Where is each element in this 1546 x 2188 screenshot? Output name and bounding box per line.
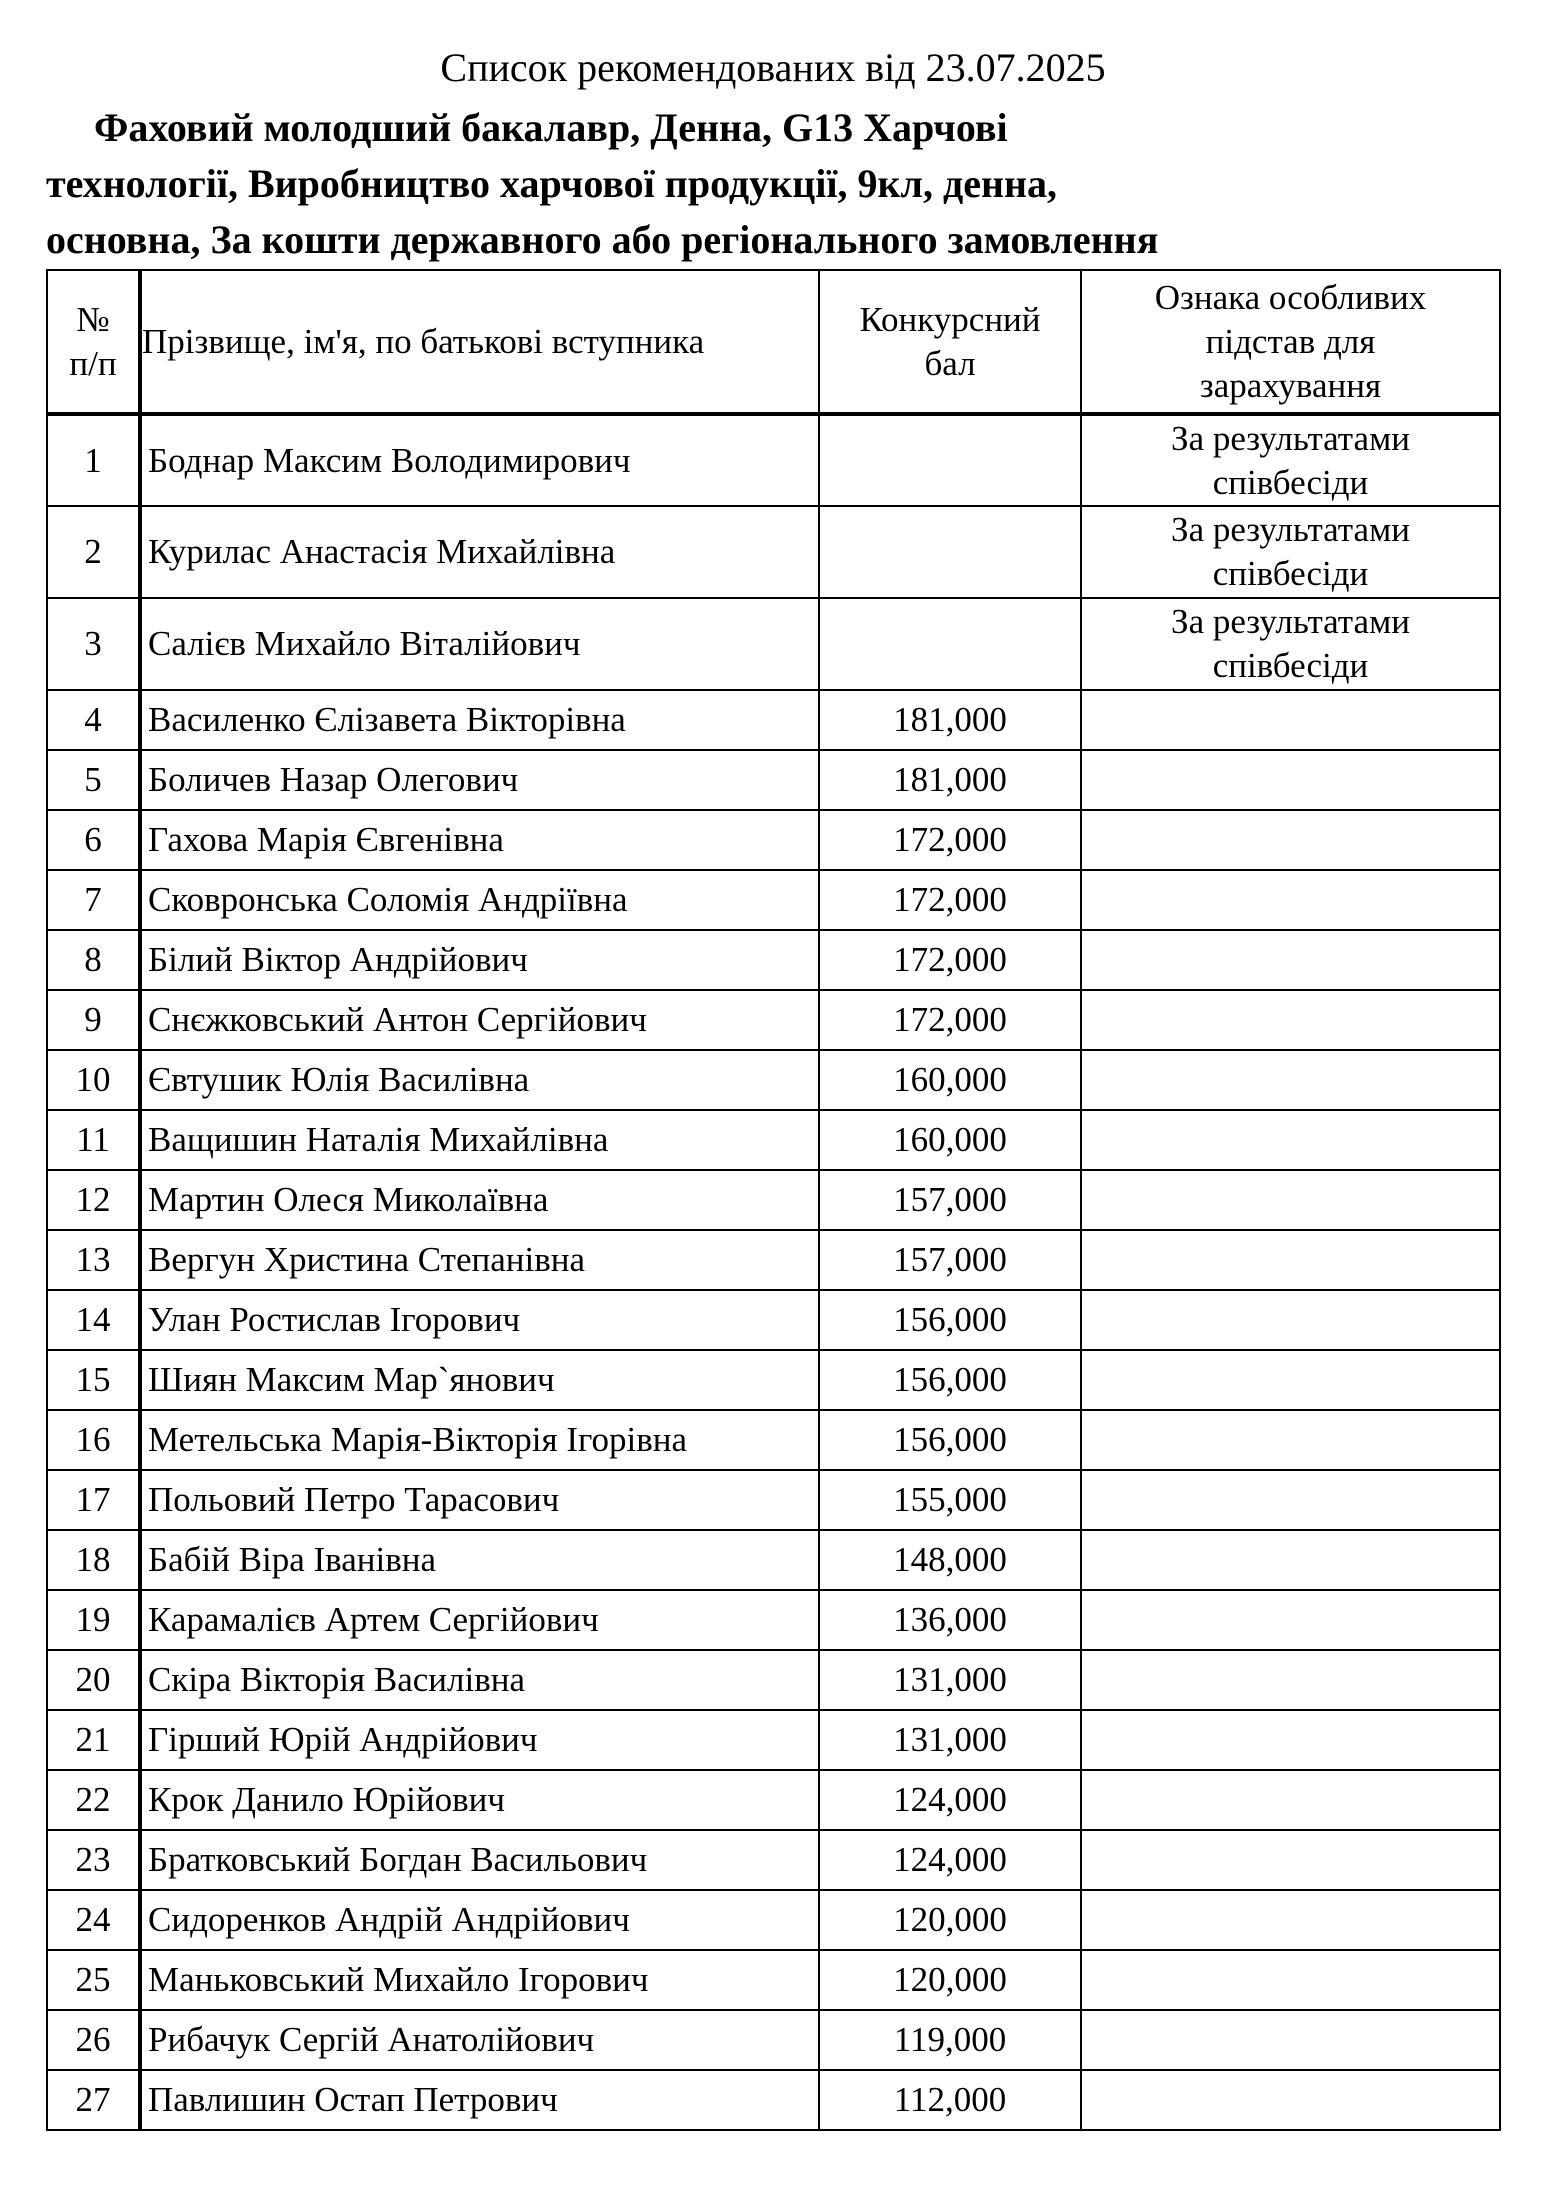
special-grounds-line2: співбесіди [1212, 462, 1369, 502]
applicant-name: Сковронська Соломія Андріївна [140, 870, 819, 930]
table-row [47, 1710, 1500, 1770]
subtitle-line-1: Фаховий молодший бакалавр, Денна, G13 Харчові [94, 105, 1008, 150]
competitive-score: 136,000 [819, 1590, 1081, 1650]
special-grounds [1081, 1830, 1500, 1890]
special-grounds [1081, 930, 1500, 990]
column-header-number-line1: № [76, 299, 110, 339]
column-header-score [819, 270, 1081, 414]
table-row [47, 1170, 1500, 1230]
competitive-score: 120,000 [819, 1890, 1081, 1950]
column-header-mark-line1: Ознака особливих [1154, 277, 1427, 317]
table-row [47, 1890, 1500, 1950]
column-header-score-line2: бал [924, 343, 976, 383]
competitive-score: 181,000 [819, 690, 1081, 750]
row-number: 20 [47, 1650, 140, 1710]
row-number: 25 [47, 1950, 140, 2010]
applicant-name: Мартин Олеся Миколаївна [140, 1170, 819, 1230]
special-grounds [1081, 1230, 1500, 1290]
competitive-score: 119,000 [819, 2010, 1081, 2070]
table-header-row [47, 270, 1500, 414]
applicant-name: Гірший Юрій Андрійович [140, 1710, 819, 1770]
competitive-score: 172,000 [819, 870, 1081, 930]
column-header-name: Прізвище, ім'я, по батькові вступника [140, 270, 819, 414]
applicant-name: Білий Віктор Андрійович [140, 930, 819, 990]
special-grounds-line1: За результатами [1171, 418, 1410, 458]
competitive-score: 160,000 [819, 1050, 1081, 1110]
competitive-score: 157,000 [819, 1230, 1081, 1290]
table-row [47, 1410, 1500, 1470]
special-grounds [1081, 1470, 1500, 1530]
special-grounds-line1: За результатами [1171, 510, 1410, 549]
column-header-mark-line2: підстав для [1205, 321, 1376, 361]
applicant-name: Євтушик Юлія Василівна [140, 1050, 819, 1110]
subtitle-line-3: основна, За кошти державного або регіонального замовлення [46, 217, 1159, 262]
row-number: 27 [47, 2070, 140, 2130]
special-grounds [1081, 810, 1500, 870]
table-row [47, 750, 1500, 810]
special-grounds [1081, 1170, 1500, 1230]
special-grounds [1081, 750, 1500, 810]
competitive-score: 157,000 [819, 1170, 1081, 1230]
table-row [47, 2010, 1500, 2070]
document-subtitle [46, 100, 1506, 268]
table-row [47, 1770, 1500, 1830]
table-row [47, 1650, 1500, 1710]
applicant-name: Карамалієв Артем Сергійович [140, 1590, 819, 1650]
row-number: 9 [47, 990, 140, 1050]
row-number: 8 [47, 930, 140, 990]
special-grounds [1081, 690, 1500, 750]
competitive-score: 156,000 [819, 1410, 1081, 1470]
row-number: 4 [47, 690, 140, 750]
table-row [47, 1290, 1500, 1350]
competitive-score: 181,000 [819, 750, 1081, 810]
applicant-name: Маньковський Михайло Ігорович [140, 1950, 819, 2010]
table-row [47, 506, 1500, 598]
row-number: 19 [47, 1590, 140, 1650]
table-row [47, 1110, 1500, 1170]
special-grounds [1081, 1770, 1500, 1830]
applicant-name: Гахова Марія Євгенівна [140, 810, 819, 870]
applicants-table [46, 269, 1501, 2131]
competitive-score: 112,000 [819, 2070, 1081, 2130]
special-grounds-line1: За результатами [1171, 602, 1410, 641]
special-grounds [1081, 990, 1500, 1050]
applicant-name: Сидоренков Андрій Андрійович [140, 1890, 819, 1950]
special-grounds [1081, 1650, 1500, 1710]
competitive-score: 148,000 [819, 1530, 1081, 1590]
special-grounds [1081, 1890, 1500, 1950]
applicant-name: Салієв Михайло Віталійович [140, 598, 819, 690]
row-number: 10 [47, 1050, 140, 1110]
special-grounds-line2: співбесіди [1212, 554, 1369, 593]
column-header-score-line1: Конкурсний [859, 299, 1041, 339]
document-title: Список рекомендованих від 23.07.2025 [440, 45, 1106, 90]
special-grounds [1081, 2070, 1500, 2130]
table-row [47, 1590, 1500, 1650]
applicant-name: Скіра Вікторія Василівна [140, 1650, 819, 1710]
applicant-name: Курилас Анастасія Михайлівна [140, 506, 819, 598]
special-grounds [1081, 1350, 1500, 1410]
row-number: 2 [47, 506, 140, 598]
special-grounds [1081, 870, 1500, 930]
competitive-score: 155,000 [819, 1470, 1081, 1530]
table-row [47, 1950, 1500, 2010]
applicant-name: Улан Ростислав Ігорович [140, 1290, 819, 1350]
competitive-score: 156,000 [819, 1350, 1081, 1410]
applicant-name: Шиян Максим Мар`янович [140, 1350, 819, 1410]
applicant-name: Боличев Назар Олегович [140, 750, 819, 810]
row-number: 13 [47, 1230, 140, 1290]
competitive-score: 131,000 [819, 1650, 1081, 1710]
competitive-score: 120,000 [819, 1950, 1081, 2010]
row-number: 12 [47, 1170, 140, 1230]
table-row [47, 1470, 1500, 1530]
table-row [47, 2070, 1500, 2130]
applicant-name: Василенко Єлізавета Вікторівна [140, 690, 819, 750]
applicant-name: Рибачук Сергій Анатолійович [140, 2010, 819, 2070]
special-grounds-line2: співбесіди [1212, 646, 1369, 685]
competitive-score [819, 598, 1081, 690]
special-grounds [1081, 598, 1500, 690]
competitive-score [819, 414, 1081, 506]
table-row [47, 810, 1500, 870]
applicant-name: Польовий Петро Тарасович [140, 1470, 819, 1530]
special-grounds [1081, 506, 1500, 598]
competitive-score: 172,000 [819, 810, 1081, 870]
table-row [47, 690, 1500, 750]
table-row [47, 414, 1500, 506]
row-number: 21 [47, 1710, 140, 1770]
special-grounds [1081, 2010, 1500, 2070]
applicant-name: Ващишин Наталія Михайлівна [140, 1110, 819, 1170]
row-number: 23 [47, 1830, 140, 1890]
special-grounds [1081, 1290, 1500, 1350]
special-grounds [1081, 1110, 1500, 1170]
applicant-name: Снєжковський Антон Сергійович [140, 990, 819, 1050]
competitive-score: 172,000 [819, 930, 1081, 990]
table-row [47, 870, 1500, 930]
applicant-name: Братковський Богдан Васильович [140, 1830, 819, 1890]
special-grounds [1081, 1530, 1500, 1590]
applicant-name: Метельська Марія-Вікторія Ігорівна [140, 1410, 819, 1470]
table-row [47, 1230, 1500, 1290]
column-header-number [47, 270, 140, 414]
subtitle-line-2: технології, Виробництво харчової продукції, 9кл, денна, [46, 161, 1058, 206]
table-row [47, 1830, 1500, 1890]
special-grounds [1081, 1950, 1500, 2010]
competitive-score: 124,000 [819, 1830, 1081, 1890]
table-row [47, 1050, 1500, 1110]
table-row [47, 990, 1500, 1050]
column-header-number-line2: п/п [69, 343, 117, 383]
row-number: 5 [47, 750, 140, 810]
special-grounds [1081, 1050, 1500, 1110]
row-number: 14 [47, 1290, 140, 1350]
row-number: 11 [47, 1110, 140, 1170]
applicant-name: Крок Данило Юрійович [140, 1770, 819, 1830]
special-grounds [1081, 1590, 1500, 1650]
row-number: 7 [47, 870, 140, 930]
table-row [47, 1350, 1500, 1410]
special-grounds [1081, 1410, 1500, 1470]
special-grounds [1081, 414, 1500, 506]
row-number: 15 [47, 1350, 140, 1410]
column-header-mark-line3: зарахування [1199, 365, 1382, 405]
table-row [47, 1530, 1500, 1590]
applicant-name: Павлишин Остап Петрович [140, 2070, 819, 2130]
competitive-score: 156,000 [819, 1290, 1081, 1350]
applicant-name: Вергун Христина Степанівна [140, 1230, 819, 1290]
row-number: 26 [47, 2010, 140, 2070]
row-number: 24 [47, 1890, 140, 1950]
table-row [47, 930, 1500, 990]
row-number: 22 [47, 1770, 140, 1830]
competitive-score: 131,000 [819, 1710, 1081, 1770]
applicant-name: Бабій Віра Іванівна [140, 1530, 819, 1590]
row-number: 1 [47, 414, 140, 506]
row-number: 6 [47, 810, 140, 870]
row-number: 18 [47, 1530, 140, 1590]
special-grounds [1081, 1710, 1500, 1770]
row-number: 17 [47, 1470, 140, 1530]
column-header-special-grounds [1081, 270, 1500, 414]
competitive-score: 160,000 [819, 1110, 1081, 1170]
competitive-score [819, 506, 1081, 598]
competitive-score: 124,000 [819, 1770, 1081, 1830]
applicant-name: Боднар Максим Володимирович [140, 414, 819, 506]
row-number: 3 [47, 598, 140, 690]
competitive-score: 172,000 [819, 990, 1081, 1050]
table-row [47, 598, 1500, 690]
row-number: 16 [47, 1410, 140, 1470]
